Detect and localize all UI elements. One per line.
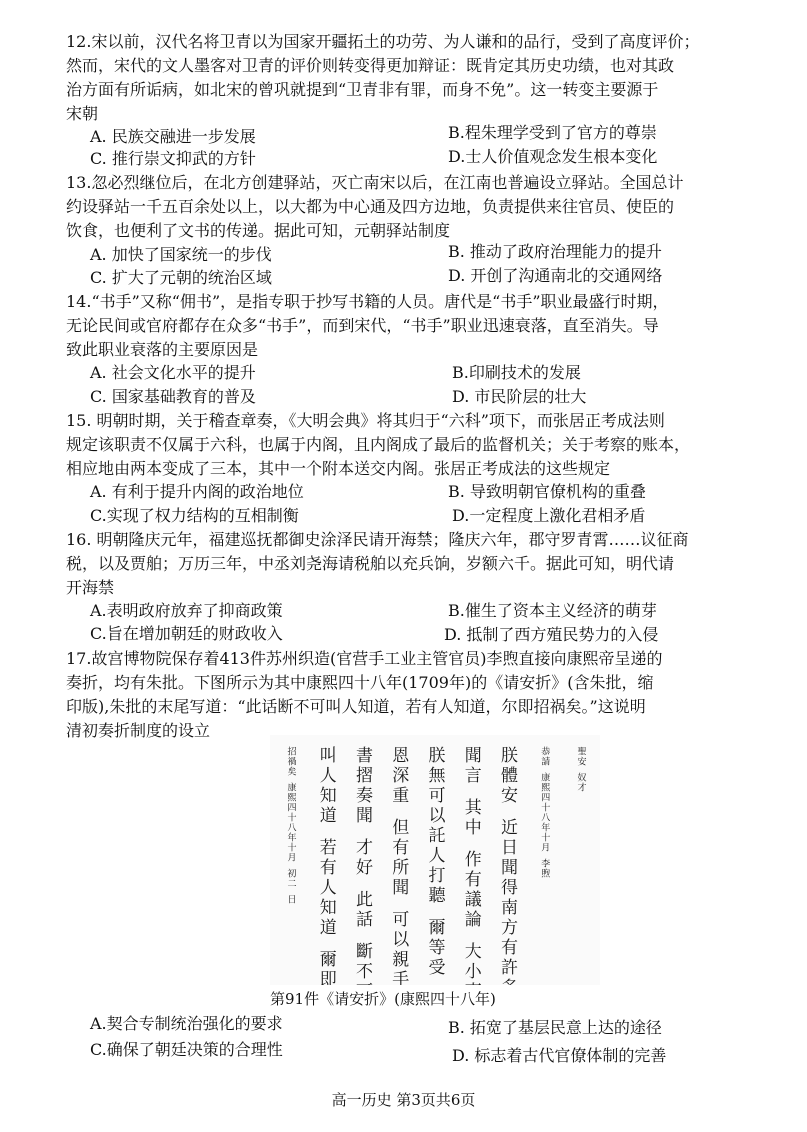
memorial-glyph: 康	[287, 783, 297, 794]
memorial-glyph: 中	[464, 818, 482, 838]
memorial-glyph: 好	[356, 858, 373, 878]
memorial-glyph: 南	[501, 898, 518, 918]
memorial-glyph: 知	[319, 786, 337, 806]
option-c: C.旨在增加朝廷的财政收入	[90, 624, 283, 643]
memorial-glyph: 安	[501, 786, 518, 806]
memorial-glyph: 不	[356, 962, 373, 982]
memorial-glyph: 話	[356, 910, 373, 930]
option-b: B.印刷技术的发展	[452, 363, 581, 382]
stem-line: 规定该职责不仅属于六科，也属于内阁，且内阁成了最后的监督机关；关于考察的账本，	[66, 435, 691, 454]
memorial-column	[320, 746, 337, 985]
memorial-glyph: 即	[319, 970, 337, 985]
memorial-column	[392, 746, 410, 985]
memorial-glyph	[356, 982, 373, 985]
stem-line: 相应地由两本变成了三本，其中一个附本送交内阁。张居正考成法的这些规定	[66, 459, 611, 478]
option-b: B. 推动了政府治理能力的提升	[448, 242, 662, 261]
option-c: C. 扩大了元朝的统治区域	[90, 268, 272, 287]
memorial-glyph: 小	[464, 962, 482, 982]
figure-caption: 第91件《请安折》(康熙四十八年)	[270, 990, 496, 1008]
memorial-glyph: 等	[428, 938, 446, 958]
memorial-glyph: 日	[287, 895, 297, 906]
memorial-glyph: 八	[287, 823, 297, 834]
memorial-glyph: 若	[319, 838, 337, 858]
memorial-glyph: 可	[428, 786, 446, 806]
memorial-glyph: 叫	[319, 746, 337, 766]
memorial-glyph: 奴	[577, 773, 587, 784]
memorial-glyph: 體	[501, 766, 518, 786]
memorial-glyph: 李	[541, 859, 551, 870]
memorial-glyph: 可	[392, 910, 410, 930]
memorial-glyph: 八	[541, 813, 551, 824]
memorial-glyph: 許	[501, 958, 518, 978]
memorial-glyph: 論	[464, 910, 482, 930]
memorial-glyph: 託	[428, 826, 446, 846]
question-15	[66, 409, 742, 481]
memorial-glyph: 十	[287, 813, 297, 824]
stem-line: 印版),朱批的末尾写道：“此话断不可叫人知道，若有人知道，尔即招祸矣。”这说明	[66, 697, 646, 716]
memorial-glyph: 有	[464, 870, 482, 890]
memorial-glyph: 所	[392, 858, 410, 878]
stem-line: 治方面有所诟病，如北宋的曾巩就提到“卫青非有罪，而身不免”。这一转变主要源于	[66, 80, 659, 99]
stem-line: 14.“书手”又称“佣书”，是指专职于抄写书籍的人员。唐代是“书手”职业最盛行时期，	[66, 292, 669, 311]
option-d: D. 标志着古代官僚体制的完善	[452, 1046, 667, 1065]
stem-line: 宋朝	[66, 104, 99, 123]
option-d: D.士人价值观念发生根本变化	[448, 147, 658, 166]
memorial-glyph: 道	[319, 918, 337, 938]
stem-line: 清初奏折制度的设立	[66, 721, 211, 740]
memorial-glyph: 聽	[428, 886, 446, 906]
memorial-glyph: 道	[319, 806, 337, 826]
memorial-glyph: 煦	[541, 869, 551, 880]
memorial-glyph: 言	[464, 766, 482, 786]
question-14	[66, 290, 742, 362]
option-b: B.程朱理学受到了官方的尊崇	[448, 123, 657, 142]
option-a: A. 民族交融进一步发展	[90, 127, 256, 146]
memorial-glyph: 有	[392, 838, 410, 858]
memorial-glyph: 才	[356, 838, 373, 858]
memorial-glyph: 方	[501, 918, 518, 938]
memorial-glyph: 恭	[541, 747, 551, 758]
stem-line: 15. 明朝时期，关于稽查章奏，《大明会典》将其归于“六科”项下，而张居正考成法则	[66, 411, 665, 430]
option-a: A.表明政府放弃了抑商政策	[90, 601, 283, 620]
memorial-glyph: 此	[356, 890, 373, 910]
memorial-glyph: 知	[319, 898, 337, 918]
memorial-glyph: 摺	[356, 766, 373, 786]
memorial-glyph: 聖	[577, 747, 587, 758]
memorial-glyph: 矣	[287, 767, 297, 778]
memorial-glyph: 禍	[287, 757, 297, 768]
memorial-glyph: 朕	[501, 746, 518, 766]
option-b: B.催生了资本主义经济的萌芽	[448, 601, 657, 620]
memorial-glyph: 聞	[501, 858, 518, 878]
memorial-glyph: 聞	[392, 878, 410, 898]
memorial-glyph: 十	[287, 843, 297, 854]
memorial-glyph: 人	[319, 766, 337, 786]
option-a: A. 有利于提升内阁的政治地位	[90, 482, 304, 501]
memorial-glyph: 無	[428, 766, 446, 786]
memorial-glyph: 斷	[356, 942, 373, 962]
memorial-column	[287, 746, 297, 906]
stem-line: 17.故宫博物院保存着413件苏州织造(官营手工业主管官员)李煦直接向康熙帝呈递的	[66, 649, 663, 668]
option-d: D.一定程度上激化君相矛盾	[452, 506, 646, 525]
memorial-glyph: 四	[541, 793, 551, 804]
memorial-glyph: 日	[501, 838, 518, 858]
memorial-glyph: 月	[541, 843, 551, 854]
memorial-column	[577, 747, 586, 794]
stem-line: 奏折，均有朱批。下图所示为其中康熙四十八年(1709年)的《请安折》(含朱批，缩	[66, 673, 654, 692]
stem-line: 12.宋以前，汉代名将卫青以为国家开疆拓土的功劳、为人谦和的品行，受到了高度评价；	[66, 32, 700, 51]
stem-line: 无论民间或官府都存在众多“书手”，而到宋代，“书手”职业迅速衰落，直至消失。导	[66, 316, 659, 335]
memorial-glyph: 月	[287, 853, 297, 864]
option-d: D. 市民阶层的壮大	[452, 387, 587, 406]
memorial-glyph: 恩	[392, 746, 410, 766]
question-17	[66, 647, 742, 743]
memorial-glyph: 但	[392, 818, 410, 838]
memorial-image	[270, 735, 600, 985]
memorial-glyph: 深	[392, 766, 410, 786]
memorial-glyph: 招	[287, 747, 297, 758]
memorial-glyph: 二	[287, 879, 297, 890]
memorial-glyph: 朕	[428, 746, 446, 766]
memorial-glyph: 以	[428, 806, 446, 826]
memorial-column	[501, 746, 518, 985]
option-d: D. 开创了沟通南北的交通网络	[448, 266, 663, 285]
memorial-glyph: 手	[392, 970, 410, 985]
memorial-column	[429, 746, 447, 978]
memorial-glyph: 人	[319, 878, 337, 898]
memorial-column	[356, 746, 373, 985]
memorial-column	[465, 746, 483, 985]
stem-line: 税，以及贾舶；万历三年，中丞刘尧海请税舶以充兵饷，岁额六千。据此可知，明代请	[66, 554, 675, 573]
memorial-glyph: 打	[428, 866, 446, 886]
memorial-glyph: 作	[464, 850, 482, 870]
memorial-glyph	[501, 978, 518, 985]
memorial-glyph: 得	[501, 878, 518, 898]
memorial-glyph: 人	[428, 846, 446, 866]
page-footer: 高一历史 第3页共6页	[331, 1091, 476, 1109]
memorial-glyph: 重	[392, 786, 410, 806]
question-12	[66, 30, 742, 126]
memorial-glyph: 四	[287, 803, 297, 814]
option-d: D. 抵制了西方殖民势力的入侵	[444, 625, 659, 644]
option-a: A. 加快了国家统一的步伐	[90, 245, 272, 264]
memorial-glyph: 爾	[428, 918, 446, 938]
memorial-calligraphy	[270, 735, 600, 985]
stem-line: 致此职业衰落的主要原因是	[66, 340, 259, 359]
memorial-glyph: 爾	[319, 950, 337, 970]
memorial-glyph: 請	[541, 757, 551, 768]
memorial-glyph: 年	[287, 833, 297, 844]
stem-line: 饮食，也便利了文书的传递。据此可知，元朝驿站制度	[66, 221, 451, 240]
memorial-glyph: 有	[501, 938, 518, 958]
memorial-glyph: 親	[392, 950, 410, 970]
memorial-glyph	[465, 982, 482, 985]
stem-line: 16. 明朝隆庆元年，福建巡抚都御史涂泽民请开海禁；隆庆六年，郡守罗青霄……议征商	[66, 530, 689, 549]
memorial-glyph: 其	[464, 798, 482, 818]
memorial-glyph: 受	[428, 958, 446, 978]
stem-line: 13.忽必烈继位后，在北方创建驿站，灭亡南宋以后，在江南也普遍设立驿站。全国总计	[66, 173, 684, 192]
memorial-glyph: 康	[541, 773, 551, 784]
option-c: C.确保了朝廷决策的合理性	[90, 1040, 283, 1059]
memorial-glyph: 熙	[541, 783, 551, 794]
memorial-glyph: 聞	[356, 806, 373, 826]
option-c: C. 国家基础教育的普及	[90, 387, 256, 406]
option-b: B. 导致明朝官僚机构的重叠	[448, 482, 646, 501]
memorial-glyph: 近	[501, 818, 518, 838]
option-b: B. 拓宽了基层民意上达的途径	[448, 1018, 662, 1037]
memorial-glyph: 有	[319, 858, 337, 878]
memorial-glyph: 才	[577, 783, 587, 794]
memorial-glyph: 以	[392, 930, 410, 950]
option-a: A. 社会文化水平的提升	[90, 363, 256, 382]
memorial-glyph: 熙	[287, 793, 297, 804]
memorial-glyph: 年	[541, 823, 551, 834]
memorial-glyph: 聞	[464, 746, 482, 766]
memorial-glyph: 奏	[356, 786, 373, 806]
option-c: C. 推行崇文抑武的方针	[90, 149, 256, 168]
question-16	[66, 528, 742, 600]
question-13	[66, 171, 742, 243]
stem-line: 然而，宋代的文人墨客对卫青的评价则转变得更加辩证：既肯定其历史功绩，也对其政	[66, 56, 675, 75]
memorial-glyph: 初	[287, 869, 297, 880]
memorial-glyph: 十	[541, 803, 551, 814]
option-a: A.契合专制统治强化的要求	[90, 1014, 283, 1033]
memorial-glyph: 十	[541, 833, 551, 844]
memorial-glyph: 安	[577, 757, 587, 768]
memorial-column	[541, 746, 551, 880]
memorial-glyph: 議	[464, 890, 482, 910]
option-c: C.实现了权力结构的互相制衡	[90, 506, 299, 525]
memorial-glyph: 書	[356, 746, 373, 766]
stem-line: 开海禁	[66, 578, 115, 597]
memorial-glyph: 大	[464, 942, 482, 962]
stem-line: 约设驿站一千五百余处以上，以大都为中心通及四方边地，负责提供来往官员、使臣的	[66, 197, 675, 216]
